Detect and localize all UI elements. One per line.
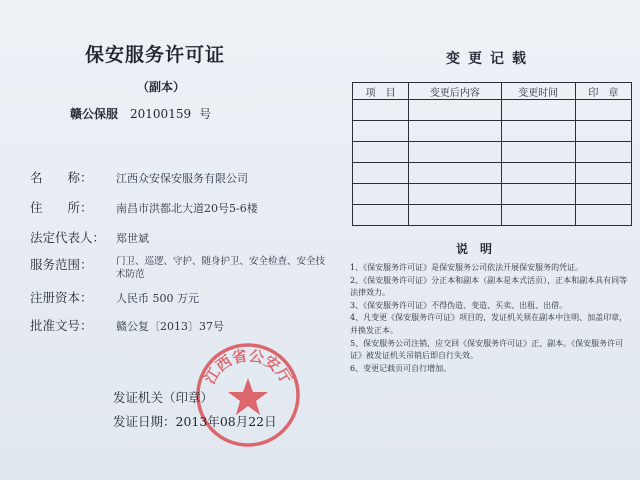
name-row bbox=[30, 168, 248, 186]
note-item: 3、《保安服务许可证》不得伪造、变造、买卖、出租、出借。 bbox=[350, 300, 568, 310]
address-label: 住 所： bbox=[30, 200, 93, 215]
note-item: 6、变更记载页可自行增加。 bbox=[350, 363, 452, 373]
note-item: 2、《保安服务许可证》分正本和副本（副本是本式活页），正本和副本具有同等法律效力。 bbox=[350, 275, 628, 298]
notes-list bbox=[350, 262, 630, 375]
header-change-time: 变更时间 bbox=[501, 83, 575, 100]
note-item: 5、保安服务公司注销，应交回《保安服务许可证》正、副本。《保安服务许可证》被发证机关吊销后即自行失效。 bbox=[350, 338, 624, 361]
address-value: 南昌市洪都北大道20号5-6楼 bbox=[116, 202, 258, 215]
scope-label: 服务范围： bbox=[30, 257, 93, 272]
issuing-authority: 发证机关（印章） bbox=[113, 390, 214, 405]
capital-value: 人民币 500 万元 bbox=[116, 292, 199, 305]
approval-label: 批准文号： bbox=[30, 318, 93, 333]
representative-label: 法定代表人： bbox=[30, 230, 106, 245]
scope-value: 门卫、巡逻、守护、随身护卫、安全检查、安全技术防范 bbox=[116, 256, 326, 280]
name-value: 江西众安保安服务有限公司 bbox=[116, 172, 248, 185]
issue-date-value: 2013年08月22日 bbox=[175, 414, 277, 429]
issue-date-label: 发证日期： bbox=[113, 414, 176, 429]
table-row bbox=[353, 100, 632, 121]
table-row bbox=[353, 121, 632, 142]
license-title: 保安服务许可证 bbox=[84, 44, 225, 66]
header-seal: 印 章 bbox=[575, 83, 631, 100]
table-header-row bbox=[353, 83, 632, 100]
table-row bbox=[353, 205, 632, 226]
header-new-content: 变更后内容 bbox=[409, 83, 501, 100]
cert-suffix: 号 bbox=[199, 107, 212, 121]
capital-label: 注册资本： bbox=[30, 290, 93, 305]
representative-value: 郑世斌 bbox=[116, 232, 149, 245]
table-row bbox=[353, 163, 632, 184]
representative-row bbox=[30, 228, 149, 246]
seal-text: 江西省公安厅 bbox=[200, 346, 296, 388]
capital-row bbox=[30, 288, 199, 306]
table-row bbox=[353, 142, 632, 163]
right-panel bbox=[330, 0, 640, 480]
seal-star-icon bbox=[228, 378, 268, 415]
address-row bbox=[30, 198, 258, 216]
note-item: 1、《保安服务许可证》是保安服务公司依法开展保安服务的凭证。 bbox=[350, 263, 584, 272]
change-records-title: 变更记载 bbox=[446, 51, 534, 67]
cert-number: 20100159 bbox=[130, 107, 192, 121]
copy-subtitle: （副本） bbox=[136, 80, 185, 94]
table-row bbox=[353, 184, 632, 205]
notes-title: 说明 bbox=[455, 242, 504, 256]
approval-row bbox=[30, 316, 224, 334]
scope-row bbox=[30, 255, 326, 281]
name-label: 名 称： bbox=[30, 170, 93, 185]
issue-date bbox=[113, 412, 277, 430]
change-records-table bbox=[352, 82, 632, 226]
approval-value: 赣公复〔2013〕37号 bbox=[116, 320, 224, 333]
header-item: 项 目 bbox=[353, 83, 409, 100]
cert-prefix: 赣公保服 bbox=[70, 107, 119, 121]
note-item: 4、凡变更《保安服务许可证》项目的，发证机关须在副本中注明、加盖印章，并换发正本。 bbox=[350, 313, 628, 335]
certificate-number bbox=[70, 105, 211, 122]
